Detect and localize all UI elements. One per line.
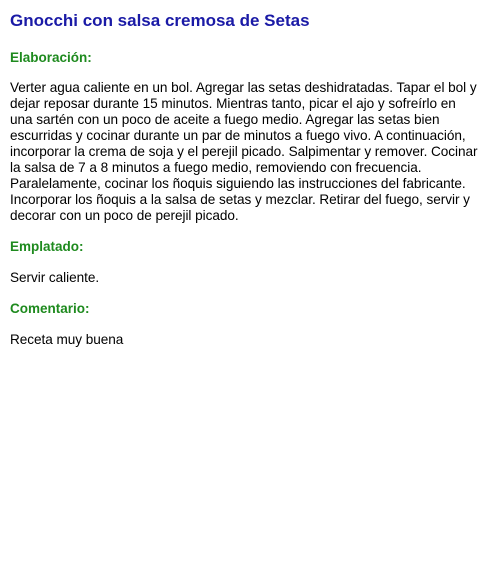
section-text-elaboracion: Verter agua caliente en un bol. Agregar las setas deshidratadas. Tapar el bol y dejar reposar durante 15 minutos. Mientras tanto, picar el ajo y sofreírlo en una sartén con un poco de aceite a fuego medio. Agregar las setas bien escurridas y cocinar durante un par de minutos a fuego vivo. A continuación, incorporar la crema de soja y el perejil picado. Salpimentar y remover. Cocinar la salsa de 7 a 8 minutos a fuego medio, removiendo con frecuencia. Paralelamente, cocinar los ñoquis siguiendo las instrucciones del fabricante. Incorporar los ñoquis a la salsa de setas y mezclar. Retirar del fuego, servir y decorar con un poco de perejil picado. bbox=[10, 80, 478, 223]
recipe-title: Gnocchi con salsa cremosa de Setas bbox=[10, 11, 310, 30]
section-emplatado bbox=[10, 238, 479, 286]
section-elaboracion bbox=[10, 49, 479, 224]
section-heading-comentario: Comentario: bbox=[10, 301, 90, 316]
section-text-emplatado: Servir caliente. bbox=[10, 270, 100, 285]
section-heading-elaboracion: Elaboración: bbox=[10, 50, 92, 65]
section-comentario bbox=[10, 300, 479, 348]
section-text-comentario: Receta muy buena bbox=[10, 332, 124, 347]
section-heading-emplatado: Emplatado: bbox=[10, 239, 84, 254]
